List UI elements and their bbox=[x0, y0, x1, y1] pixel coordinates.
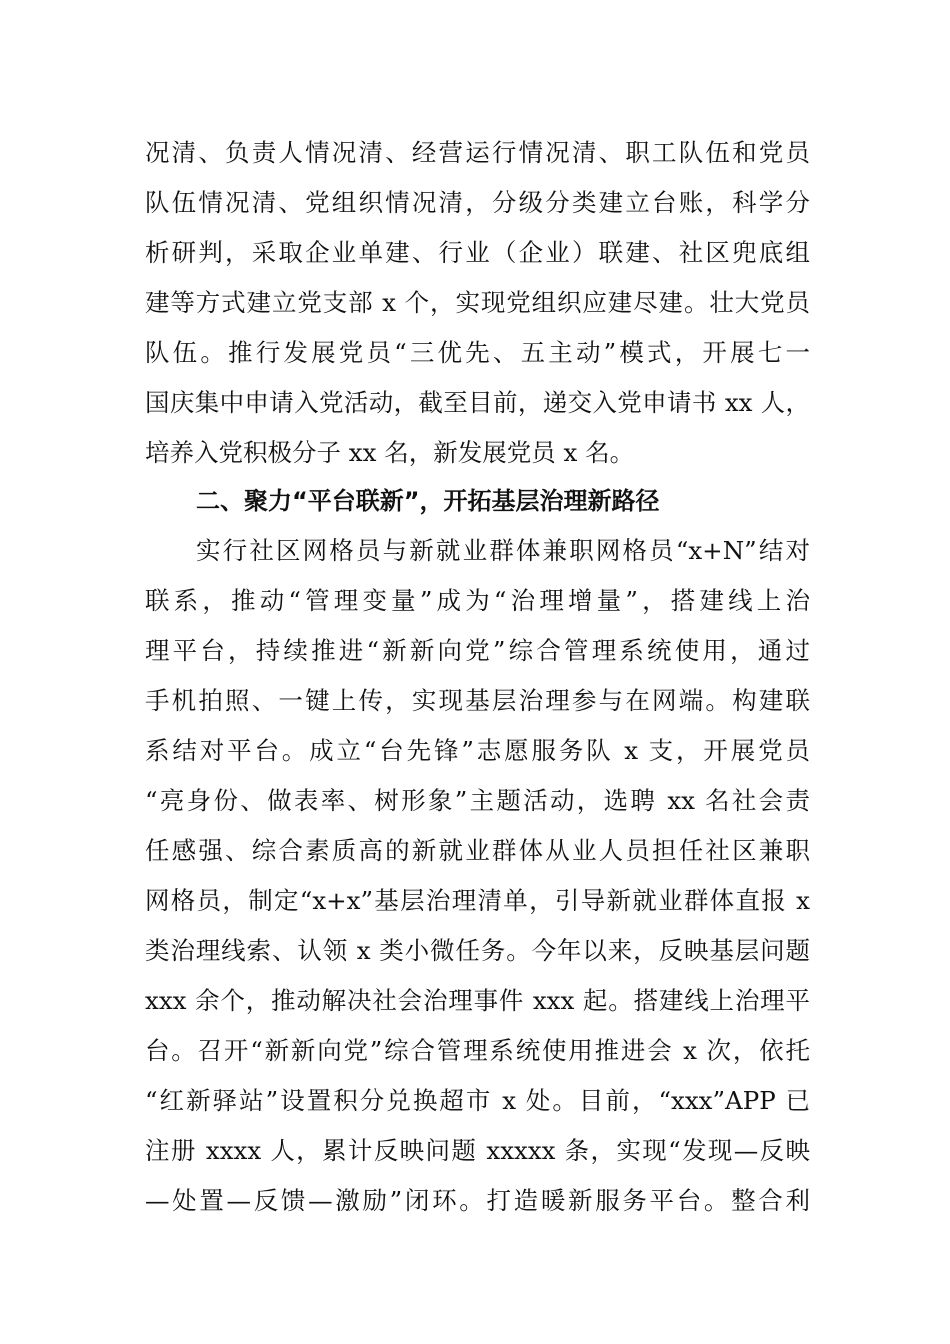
paragraph2-line: 手机拍照、一键上传，实现基层治理参与在网端。构建联 bbox=[145, 686, 810, 715]
paragraph2-line: 实行社区网格员与新就业群体兼职网格员“x+N”结对 bbox=[196, 536, 810, 565]
paragraph2-line: 台。召开“新新向党”综合管理系统使用推进会 x 次，依托 bbox=[145, 1036, 810, 1065]
paragraph1-line: 国庆集中申请入党活动，截至目前，递交入党申请书 xx 人， bbox=[145, 388, 810, 417]
paragraph1-line: 队伍情况清、党组织情况清，分级分类建立台账，科学分 bbox=[145, 188, 810, 217]
paragraph2-line: 系结对平台。成立“台先锋”志愿服务队 x 支，开展党员 bbox=[145, 736, 810, 765]
section-heading: 二、聚力“平台联新”，开拓基层治理新路径 bbox=[196, 487, 660, 515]
paragraph2-line: 注册 xxxx 人，累计反映问题 xxxxx 条，实现“发现—反映 bbox=[145, 1136, 810, 1165]
paragraph1-line: 培养入党积极分子 xx 名，新发展党员 x 名。 bbox=[145, 438, 635, 467]
paragraph2-line: “红新驿站”设置积分兑换超市 x 处。目前，“xxx”APP 已 bbox=[145, 1086, 810, 1115]
paragraph1-line: 况清、负责人情况清、经营运行情况清、职工队伍和党员 bbox=[145, 138, 810, 167]
paragraph2-line: 联系，推动“管理变量”成为“治理增量”，搭建线上治 bbox=[145, 586, 810, 615]
paragraph2-line: xxx 余个，推动解决社会治理事件 xxx 起。搭建线上治理平 bbox=[145, 986, 810, 1015]
paragraph2-line: “亮身份、做表率、树形象”主题活动，选聘 xx 名社会责 bbox=[145, 786, 810, 815]
paragraph1-line: 析研判，采取企业单建、行业（企业）联建、社区兜底组 bbox=[145, 238, 810, 267]
paragraph1-line: 建等方式建立党支部 x 个，实现党组织应建尽建。壮大党员 bbox=[145, 288, 810, 317]
paragraph2-line: —处置—反馈—激励”闭环。打造暖新服务平台。整合利 bbox=[145, 1186, 810, 1215]
paragraph1-line: 队伍。推行发展党员“三优先、五主动”模式，开展七一 bbox=[145, 338, 810, 367]
paragraph2-line: 理平台，持续推进“新新向党”综合管理系统使用，通过 bbox=[145, 636, 810, 665]
paragraph2-line: 类治理线索、认领 x 类小微任务。今年以来，反映基层问题 bbox=[145, 936, 810, 965]
paragraph2-line: 任感强、综合素质高的新就业群体从业人员担任社区兼职 bbox=[145, 836, 810, 865]
paragraph2-line: 网格员，制定“x+x”基层治理清单，引导新就业群体直报 x bbox=[145, 886, 810, 915]
